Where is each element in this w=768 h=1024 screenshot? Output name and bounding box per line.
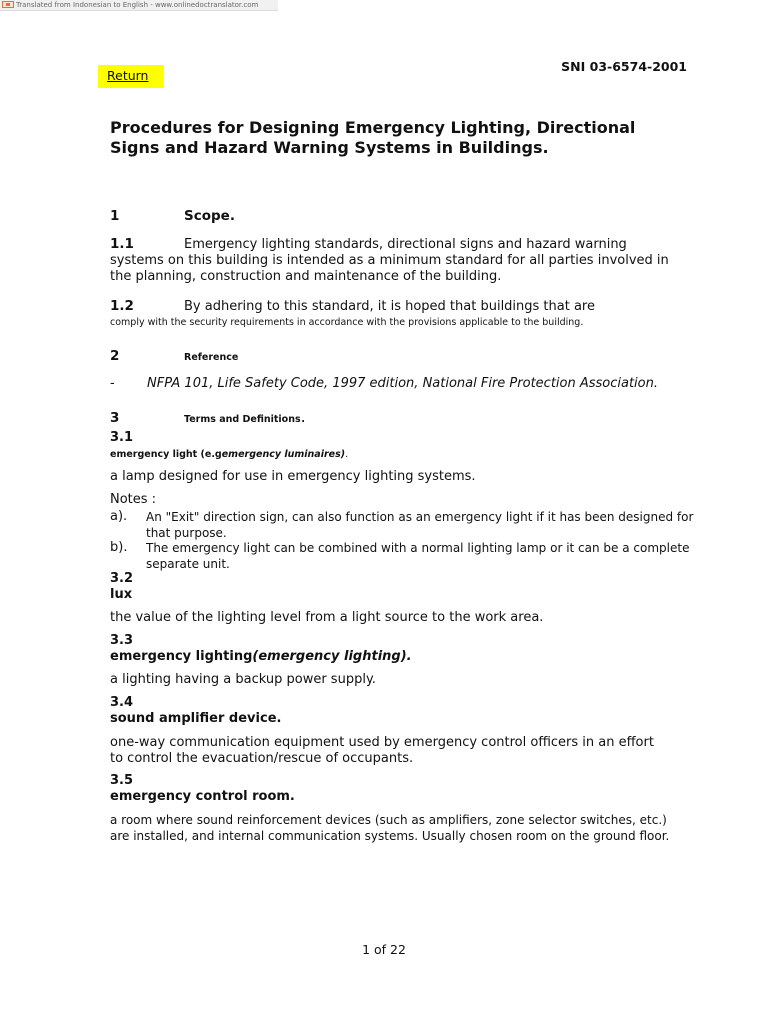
term-definition: a lighting having a backup power supply.	[110, 672, 376, 687]
return-link[interactable]: Return	[107, 68, 149, 83]
reference-item: NFPA 101, Life Safety Code, 1997 edition, National Fire Protection Association.	[147, 376, 658, 391]
notes-label: Notes :	[110, 492, 157, 507]
term-number: 3.5	[110, 773, 134, 788]
translation-banner-text: Translated from Indonesian to English - www.onlinedoctranslator.com	[16, 1, 259, 9]
term-number: 3.4	[110, 695, 134, 710]
page-number: 1 of 22	[362, 942, 406, 957]
section-3-heading	[110, 407, 680, 426]
clause-1-1	[110, 236, 680, 285]
section-number: 2	[110, 348, 120, 364]
clause-number: 1.1	[110, 236, 134, 252]
term-number: 3.1	[110, 430, 134, 445]
term-number: 3.2	[110, 571, 134, 586]
section-title: Reference	[184, 352, 239, 363]
section-1-heading	[110, 205, 680, 224]
term-definition: the value of the lighting level from a light source to the work area.	[110, 610, 544, 625]
clause-1-2-continuation: comply with the security requirements in accordance with the provisions applicable to the building.	[110, 317, 584, 328]
document-id: SNI 03-6574-2001	[561, 59, 687, 74]
clause-1-2	[110, 298, 680, 315]
term-definition: a room where sound reinforcement devices (such as amplifiers, zone selector switches, etc.) are installed, and internal communication systems. Usually chosen room on the ground floor.	[110, 813, 670, 843]
section-title: Scope.	[184, 208, 235, 224]
term-name: sound amplifier device.	[110, 711, 282, 726]
clause-text: Emergency lighting standards, directional signs and hazard warning systems on this building is intended as a minimum standard for all parties involved in the planning, construction and maintenance of the building.	[110, 237, 669, 284]
term-number: 3.3	[110, 633, 134, 648]
section-2-heading	[110, 345, 680, 364]
clause-text: By adhering to this standard, it is hoped that buildings that are	[184, 299, 595, 314]
term-name: emergency light (e.gemergency luminaires).	[110, 449, 349, 460]
term-name: lux	[110, 587, 133, 602]
section-number: 1	[110, 208, 120, 224]
term-definition: one-way communication equipment used by emergency control officers in an effort to control the evacuation/rescue of occupants.	[110, 735, 654, 766]
translate-icon	[2, 1, 14, 8]
translation-banner[interactable]	[0, 0, 278, 11]
section-title: Terms and Definitions	[184, 414, 301, 425]
term-name: emergency control room.	[110, 789, 295, 804]
reference-dash: -	[110, 376, 115, 391]
section-number: 3	[110, 410, 120, 426]
document-title: Procedures for Designing Emergency Lighting, Directional Signs and Hazard Warning Systems in Buildings.	[110, 118, 636, 157]
term-definition: a lamp designed for use in emergency lighting systems.	[110, 469, 476, 484]
note-item: a). An "Exit" direction sign, can also function as an emergency light if it has been designed for that purpose.	[110, 509, 694, 540]
section-title-end: .	[300, 407, 306, 426]
clause-number: 1.2	[110, 298, 134, 314]
term-name: emergency lighting(emergency lighting).	[110, 649, 412, 664]
note-item: b). The emergency light can be combined with a normal lighting lamp or it can be a complete separate unit.	[110, 540, 690, 571]
